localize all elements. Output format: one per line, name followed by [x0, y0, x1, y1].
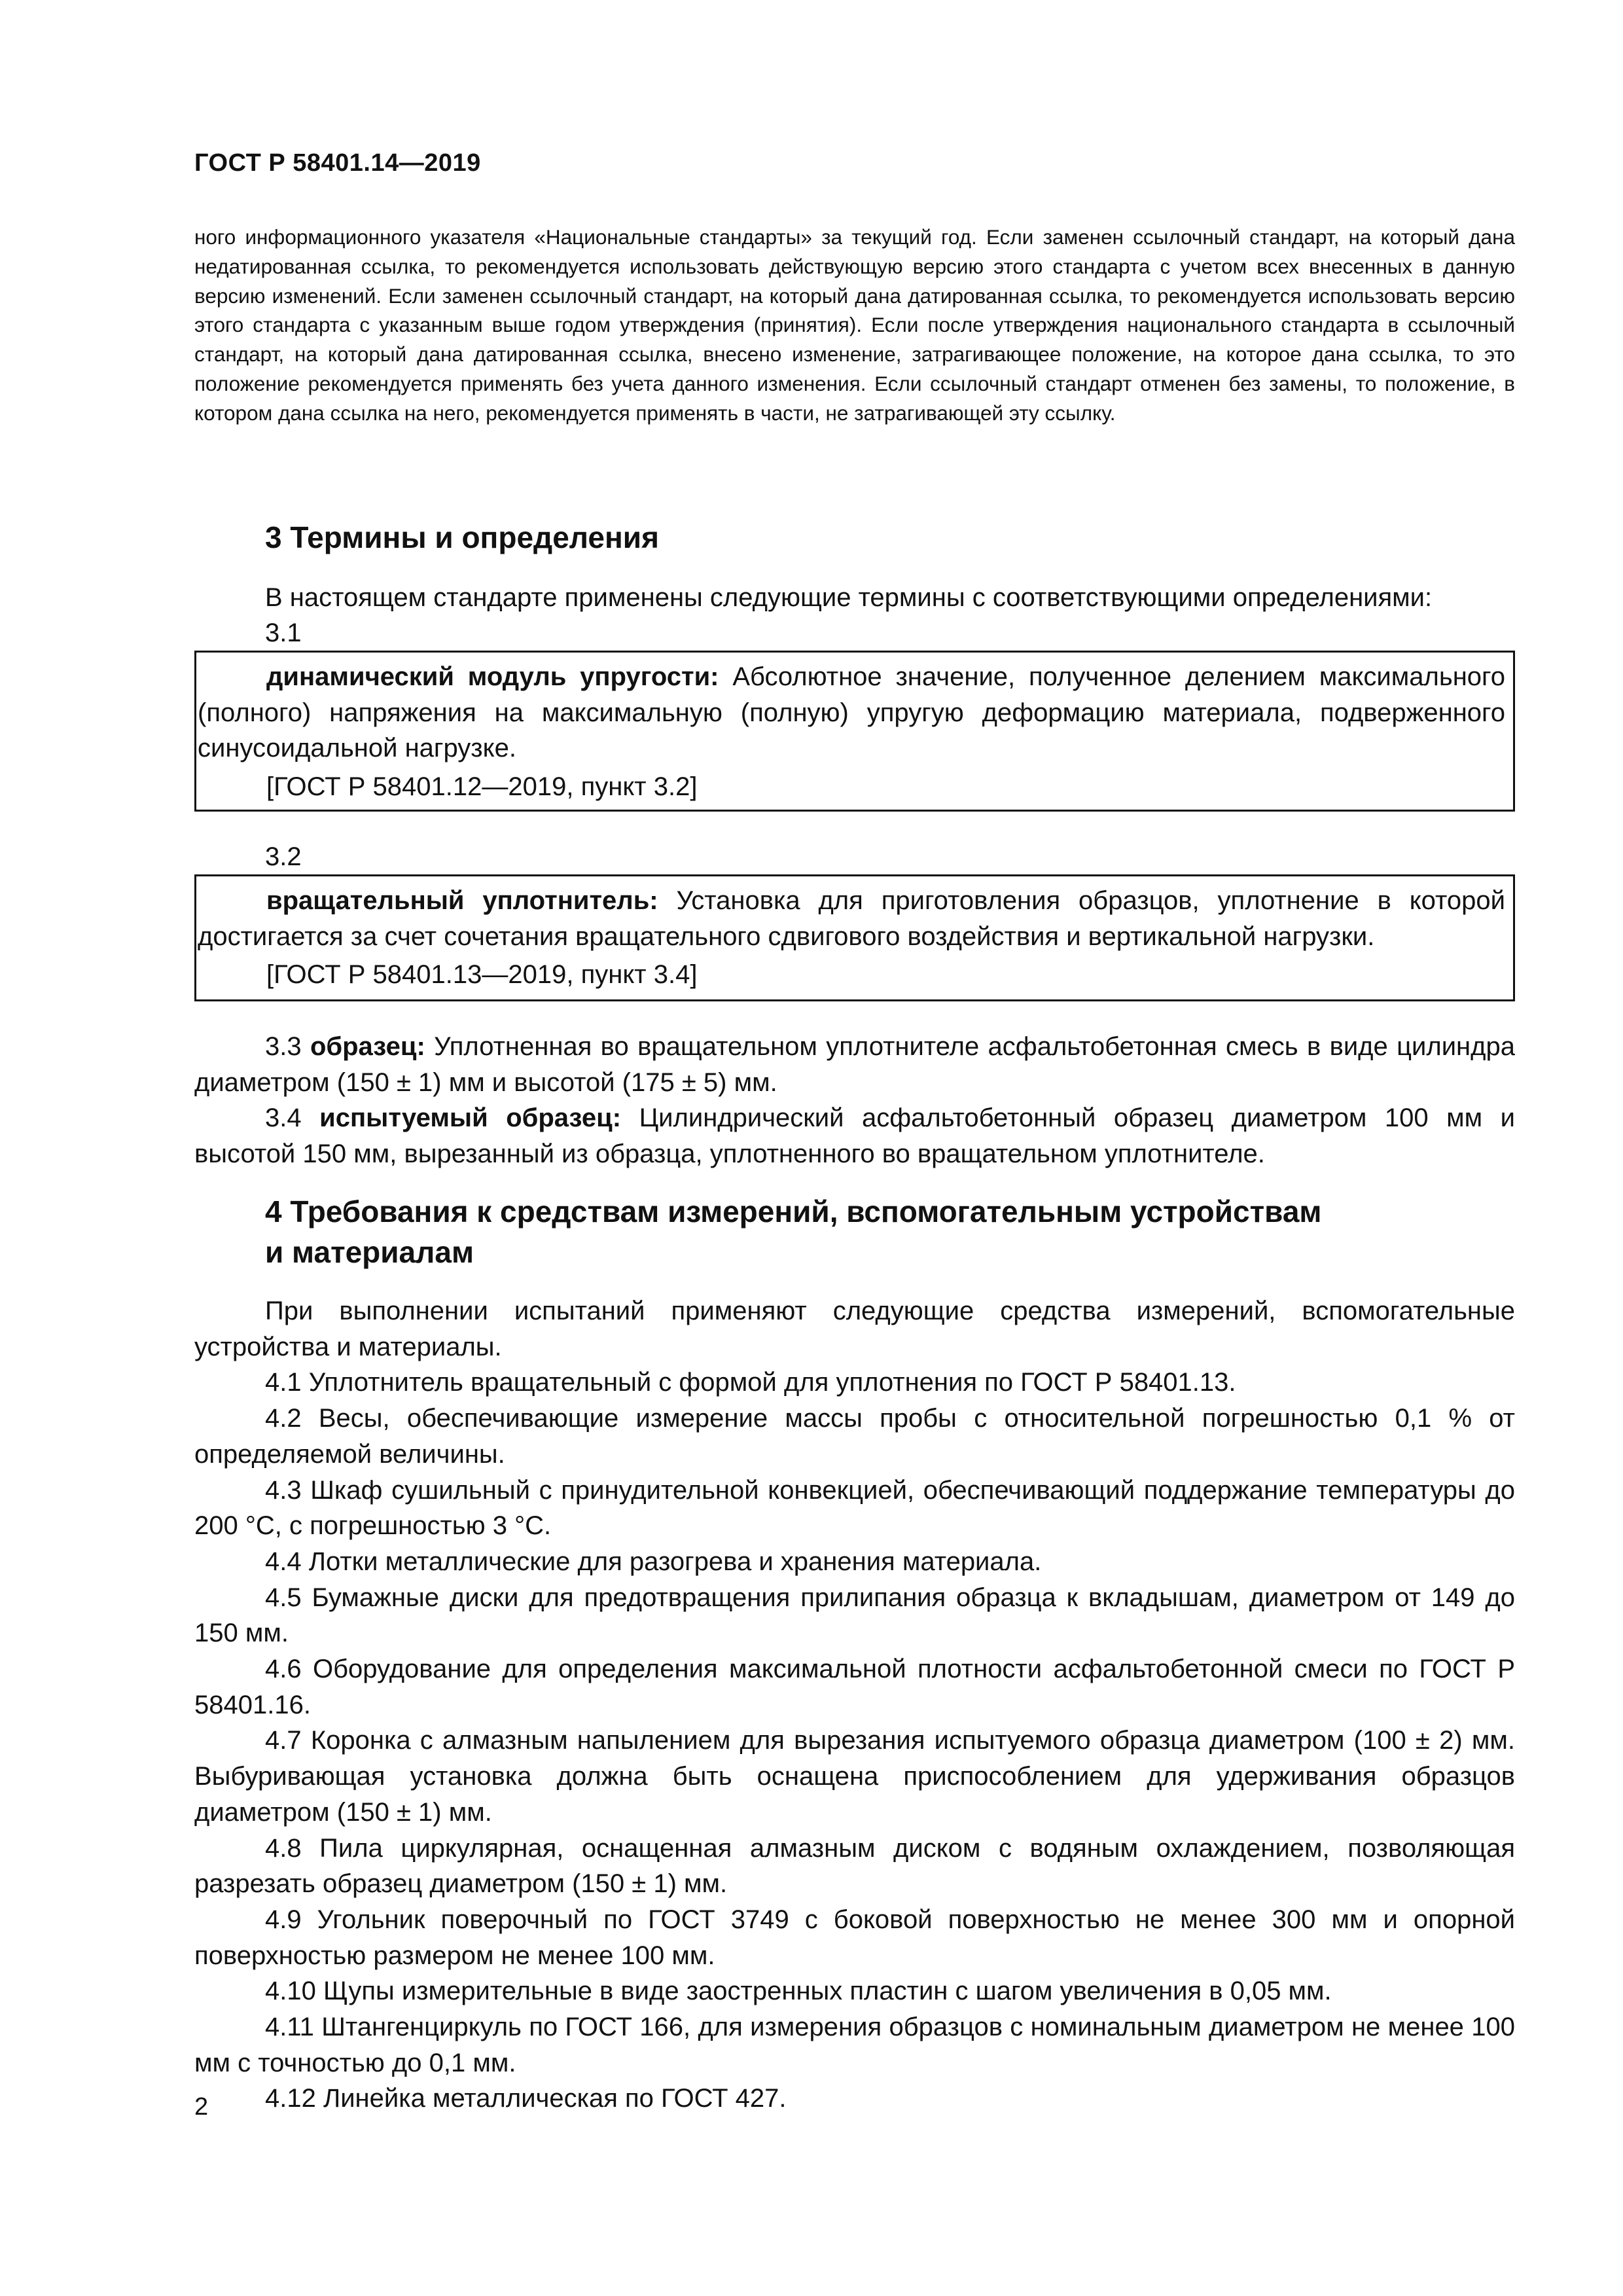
list-item-4-8: 4.8 Пила циркулярная, оснащенная алмазным диском с водяным охлаждением, позволяющая разрезать образец диаметром (150 ± 1) мм.: [194, 1833, 1515, 1899]
intro-paragraph-block: [194, 223, 1515, 428]
term-3-2-definition: Установка для приготовления образцов, уплотнение в которой достигается за счет сочетания вращательного сдвигового воздействия и вертикальной нагрузки.: [198, 886, 1505, 951]
list-item-4-1: 4.1 Уплотнитель вращательный с формой для уплотнения по ГОСТ Р 58401.13.: [265, 1368, 1236, 1397]
list-item-4-4: 4.4 Лотки металлические для разогрева и хранения материала.: [265, 1547, 1042, 1576]
list-item-4-3: 4.3 Шкаф сушильный с принудительной конвекцией, обеспечивающий поддержание температуры до 200 °С, с погрешностью 3 °С.: [194, 1475, 1515, 1541]
term-3-3-number: 3.3: [265, 1032, 302, 1061]
terms-3-3-3-4-block: [194, 1029, 1515, 1172]
section-4-title-line-2: и материалам: [265, 1235, 474, 1269]
list-item-4-11: 4.11 Штангенциркуль по ГОСТ 166, для измерения образцов с номинальным диаметром не менее 100 мм с точностью до 0,1 мм.: [194, 2013, 1515, 2077]
term-3-2-term: вращательный уплотнитель:: [266, 886, 658, 915]
term-3-2-box: [194, 874, 1515, 1001]
section-4-list: [194, 1293, 1515, 2117]
section-4-intro: При выполнении испытаний применяют следующие средства измерений, вспомогательные устройства и материалы.: [194, 1297, 1515, 1361]
intro-paragraph: ного информационного указателя «Национальные стандарты» за текущий год. Если заменен ссылочный стандарт, на который дана недатированная ссылка, то рекомендуется использовать действующую версию этого стандарта с учетом всех внесенных в данную версию изменений. Если заменен ссылочный стандарт, на который дана датированная ссылка, то рекомендуется использовать версию этого стандарта с указанным выше годом утверждения (принятия). Если после утверждения национального стандарта в ссылочный стандарт, на который дана датированная ссылка, внесено изменение, затрагивающее положение, на которое дана ссылка, то это положение рекомендуется применять без учета данного изменения. Если ссылочный стандарт отменен без замены, то положение, в котором дана ссылка на него, рекомендуется применять в части, не затрагивающей эту ссылку.: [194, 225, 1515, 425]
list-item-4-12: 4.12 Линейка металлическая по ГОСТ 427.: [265, 2084, 787, 2113]
section-4-title: [265, 1191, 1321, 1272]
term-3-1-box: [194, 651, 1515, 812]
term-3-1-definition-paragraph: [198, 659, 1505, 766]
list-item-4-7: 4.7 Коронка с алмазным напылением для вырезания испытуемого образца диаметром (100 ± 2) мм. Выбуривающая установка должна быть оснащена приспособлением для удерживания образцов диаметром (150 ± 1) мм.: [194, 1726, 1515, 1827]
term-3-4-number: 3.4: [265, 1103, 302, 1133]
term-3-2-definition-paragraph: [198, 883, 1505, 954]
term-3-1-term: динамический модуль упругости:: [266, 662, 719, 691]
list-item-4-5: 4.5 Бумажные диски для предотвращения прилипания образца к вкладышам, диаметром от 149 до 150 мм.: [194, 1583, 1515, 1648]
term-3-3-definition: Уплотненная во вращательном уплотнителе асфальтобетонная смесь в виде цилиндра диаметром (150 ± 1) мм и высотой (175 ± 5) мм.: [194, 1032, 1515, 1097]
document-code-header: ГОСТ Р 58401.14—2019: [194, 149, 481, 177]
term-3-3-term: образец:: [310, 1032, 425, 1061]
section-4-title-line-1: 4 Требования к средствам измерений, вспомогательным устройствам: [265, 1194, 1322, 1229]
term-3-1-source: [ГОСТ Р 58401.12—2019, пункт 3.2]: [266, 772, 698, 802]
section-3-title: 3 Термины и определения: [265, 520, 659, 554]
term-3-3-paragraph: [194, 1029, 1515, 1100]
list-item-4-10: 4.10 Щупы измерительные в виде заостренных пластин с шагом увеличения в 0,05 мм.: [265, 1977, 1332, 2006]
term-3-1-definition: Абсолютное значение, полученное делением максимального (полного) напряжения на максимальную (полную) упругую деформацию материала, подверженного синусоидальной нагрузке.: [198, 662, 1505, 763]
list-item-4-9: 4.9 Угольник поверочный по ГОСТ 3749 с боковой поверхностью не менее 300 мм и опорной поверхностью размером не менее 100 мм.: [194, 1905, 1515, 1970]
section-3-intro-block: [194, 580, 1515, 616]
page-number: 2: [194, 2093, 209, 2121]
term-3-4-definition: Цилиндрический асфальтобетонный образец диаметром 100 мм и высотой 150 мм, вырезанный из образца, уплотненного во вращательном уплотнителе.: [194, 1103, 1516, 1169]
term-3-2-source: [ГОСТ Р 58401.13—2019, пункт 3.4]: [266, 960, 698, 990]
term-3-1-number: 3.1: [265, 619, 302, 647]
list-item-4-2: 4.2 Весы, обеспечивающие измерение массы пробы с относительной погрешностью 0,1 % от определяемой величины.: [194, 1404, 1515, 1469]
term-3-4-term: испытуемый образец:: [319, 1103, 622, 1133]
section-3-intro: В настоящем стандарте применены следующие термины с соответствующими определениями:: [265, 583, 1433, 612]
term-3-2-number: 3.2: [265, 842, 302, 871]
list-item-4-6: 4.6 Оборудование для определения максимальной плотности асфальтобетонной смеси по ГОСТ Р 58401.16.: [194, 1655, 1515, 1719]
term-3-4-paragraph: [194, 1100, 1515, 1172]
